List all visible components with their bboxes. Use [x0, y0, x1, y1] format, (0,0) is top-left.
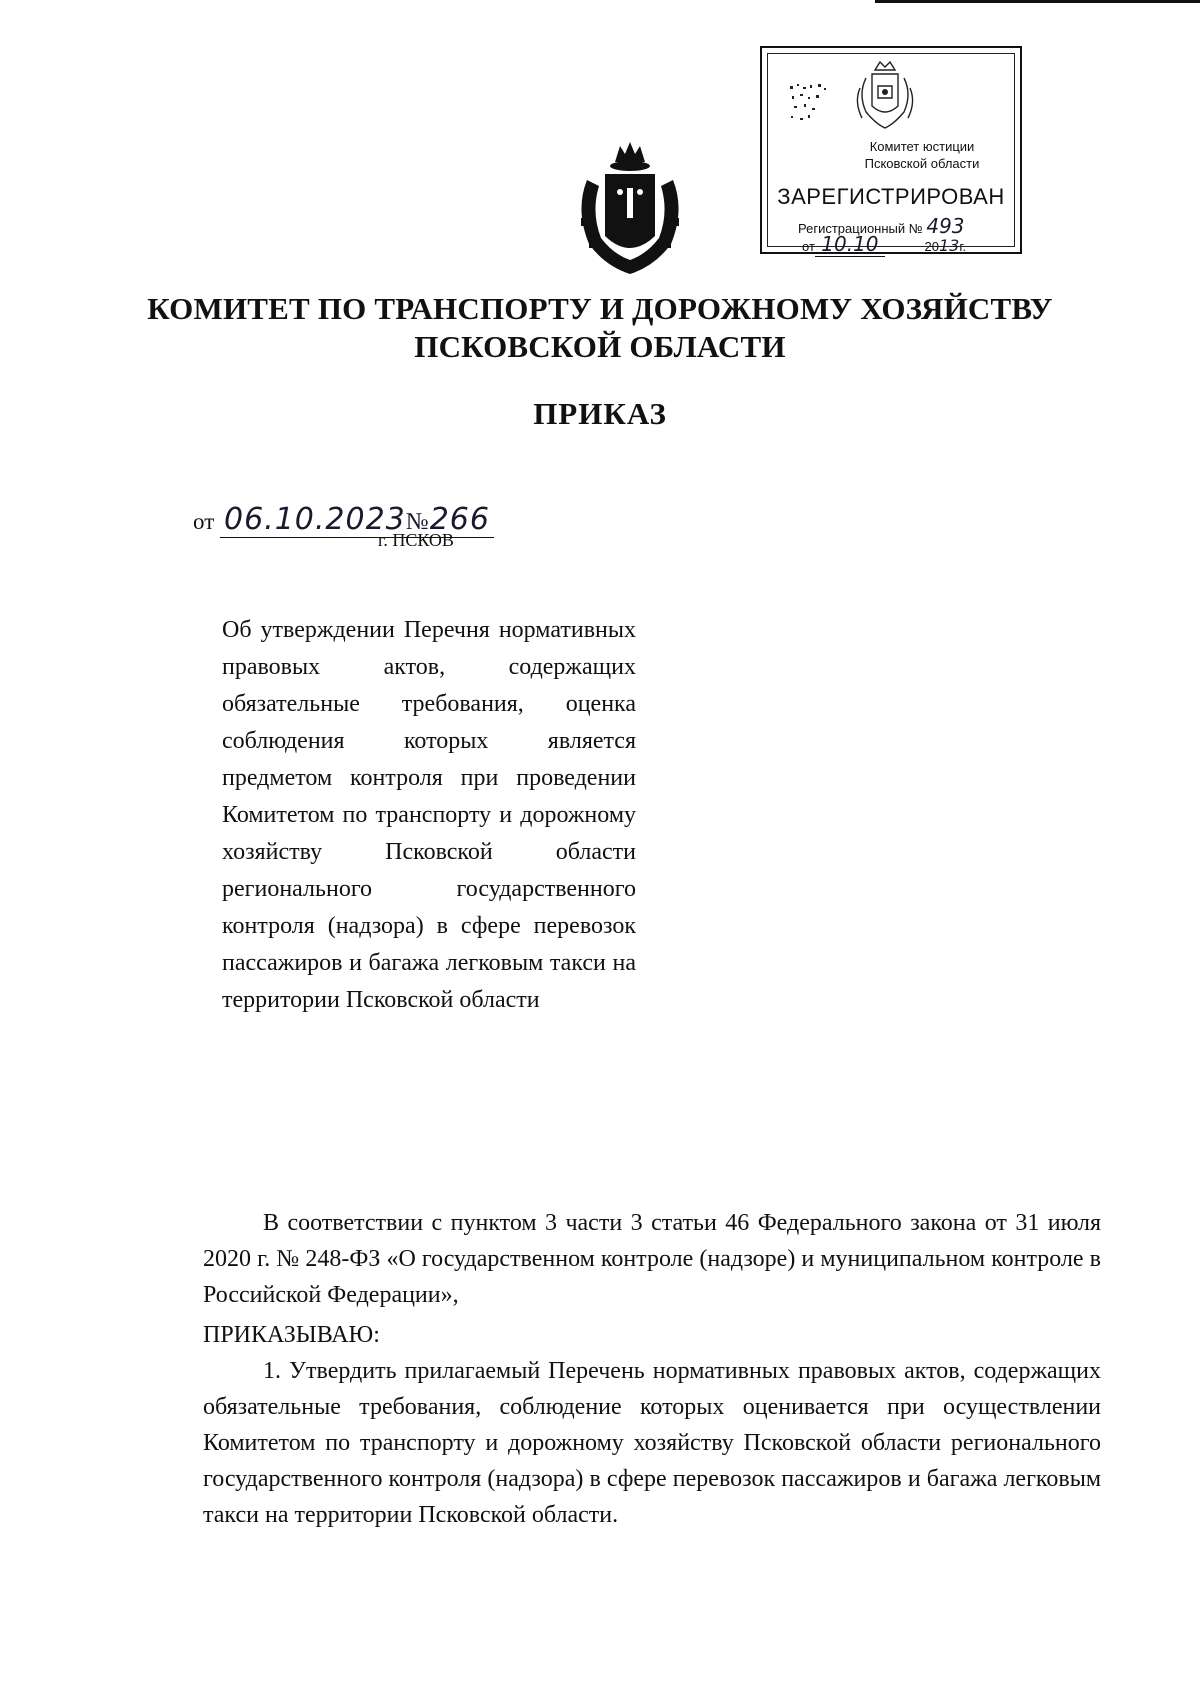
stamp-date-handwritten: 10.10 — [821, 232, 879, 256]
order-subject: Об утверждении Перечня нормативных правовых актов, содержащих обязательные требования, оценка соблюдения которых является предметом контроля при проведении Комитетом по транспорту и дорожному хозяйству Псковской области регионального государственного контроля (надзора) в сфере перевозок пассажиров и багажа легковым такси на территории Псковской области — [222, 617, 636, 1013]
stamp-status: ЗАРЕГИСТРИРОВАН — [777, 184, 1005, 209]
stamp-year-suffix: г. — [959, 239, 967, 254]
stamp-date-prefix: от — [802, 239, 815, 254]
organization-title — [100, 290, 1100, 366]
order-number-value: 266 — [429, 502, 490, 537]
order-date-value: 06.10.2023 — [224, 502, 406, 537]
order-item-1: 1. Утвердить прилагаемый Перечень нормативных правовых актов, содержащих обязательные требования, соблюдение которых оценивается при осуществлении Комитетом по транспорту и дорожному хозяйству Псковской области регионального государственного контроля (надзора) в сфере перевозок пассажиров и багажа легковым такси на территории Псковской области. — [203, 1358, 1101, 1528]
stamp-year-handwritten: 13 — [939, 236, 960, 255]
order-body — [203, 1205, 1101, 1533]
organization-title-line-2: ПСКОВСКОЙ ОБЛАСТИ — [414, 329, 786, 364]
stamp-reg-number-handwritten: 493 — [926, 214, 965, 238]
order-preamble: В соответствии с пунктом 3 части 3 статьи 46 Федерального закона от 31 июля 2020 г. № 248-ФЗ «О государственном контроле (надзоре) и муниципальном контроле в Российской Федерации», — [203, 1210, 1101, 1308]
scan-edge-line — [875, 0, 1200, 3]
stamp-coat-of-arms-icon — [850, 58, 920, 134]
organization-title-line-1: КОМИТЕТ ПО ТРАНСПОРТУ И ДОРОЖНОМУ ХОЗЯЙСТВУ — [147, 291, 1053, 326]
stamp-org-line-2: Псковской области — [864, 156, 980, 171]
order-number-sign: № — [405, 509, 430, 535]
registration-stamp — [760, 46, 1022, 254]
order-city: г. ПСКОВ — [378, 530, 454, 550]
stamp-qr-mark-icon — [788, 82, 832, 126]
document-type: ПРИКАЗ — [533, 396, 667, 431]
order-verb: ПРИКАЗЫВАЮ: — [203, 1322, 380, 1348]
stamp-date — [802, 232, 966, 257]
stamp-year-prefix: 20 — [924, 239, 939, 254]
coat-of-arms-icon — [575, 140, 685, 280]
stamp-reg-label: Регистрационный № — [798, 221, 923, 236]
stamp-organization — [762, 138, 1020, 172]
stamp-org-line-1: Комитет юстиции — [869, 139, 975, 154]
order-date-prefix: от — [193, 509, 215, 534]
